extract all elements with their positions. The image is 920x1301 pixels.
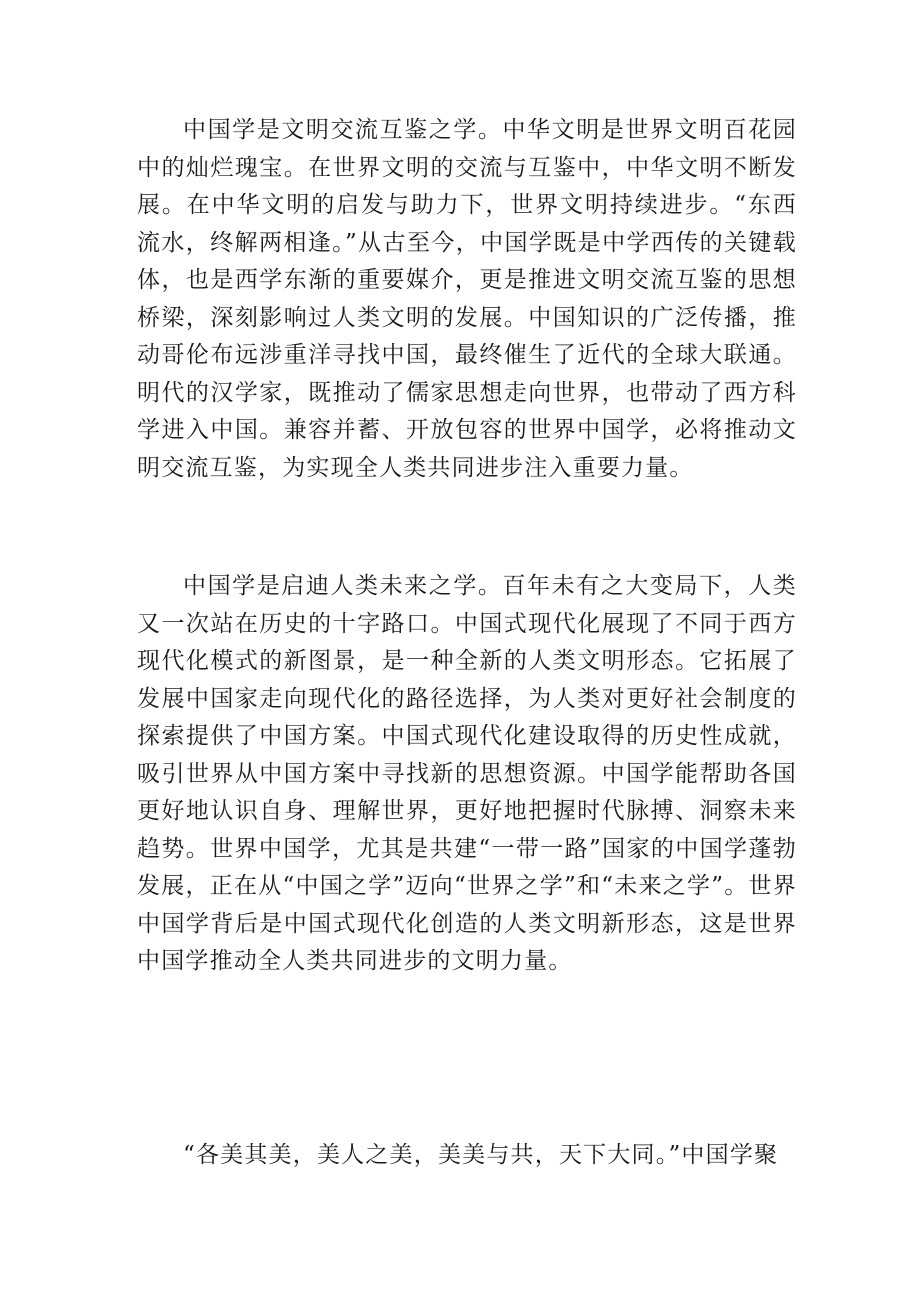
paragraph-cultural-exchange: 中国学是文明交流互鉴之学。中华文明是世界文明百花园中的灿烂瑰宝。在世界文明的交流与互鉴中，中华文明不断发展。在中华文明的启发与助力下，世界文明持续进步。“东西流水，终解两相逢。”从古至今，中国学既是中学西传的关键载体，也是西学东渐的重要媒介，更是推进文明交流互鉴的思想桥梁，深刻影响过人类文明的发展。中国知识的广泛传播，推动哥伦布远涉重洋寻找中国，最终催生了近代的全球大联通。明代的汉学家，既推动了儒家思想走向世界，也带动了西方科学进入中国。兼容并蓄、开放包容的世界中国学，必将推动文明交流互鉴，为实现全人类共同进步注入重要力量。: [137, 117, 797, 481]
paragraph-harmony-quote: “各美其美，美人之美，美美与共，天下大同。”中国学聚: [183, 1142, 779, 1168]
paragraph-future-of-humanity: 中国学是启迪人类未来之学。百年未有之大变局下，人类又一次站在历史的十字路口。中国式现代化展现了不同于西方现代化模式的新图景，是一种全新的人类文明形态。它拓展了发展中国家走向现代化的路径选择，为人类对更好社会制度的探索提供了中国方案。中国式现代化建设取得的历史性成就，吸引世界从中国方案中寻找新的思想资源。中国学能帮助各国更好地认识自身、理解世界，更好地把握时代脉搏、洞察未来趋势。世界中国学，尤其是共建“一带一路”国家的中国学蓬勃发展，正在从“中国之学”迈向“世界之学”和“未来之学”。世界中国学背后是中国式现代化创造的人类文明新形态，这是世界中国学推动全人类共同进步的文明力量。: [137, 573, 797, 974]
